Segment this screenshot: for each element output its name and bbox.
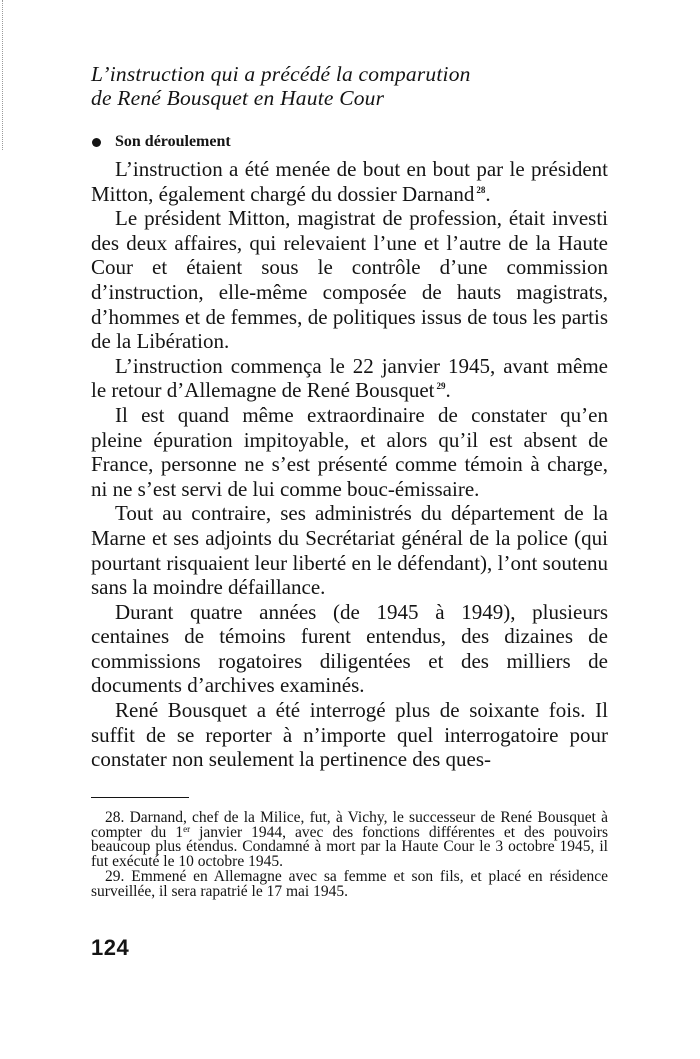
page-number: 124 <box>91 935 130 960</box>
paragraph-text: René Bousquet a été interrogé plus de soixante fois. Il suffit de se reporter à n’importe quel interrogatoire pour constater non seulement la pertinence des ques- <box>91 698 608 772</box>
footnote-number: 28. <box>105 808 125 826</box>
paragraph-text: L’instruction a été menée de bout en bout par le président Mitton, également chargé du dossier Darnand <box>91 157 608 206</box>
section-heading-text: Son déroulement <box>115 133 231 150</box>
paragraph-text: Tout au contraire, ses administrés du département de la Marne et ses adjoints du Secrétariat général de la police (qui pourtant risquaient leur liberté en le défendant), l’ont soutenu sans la moindre défaillance. <box>91 501 608 600</box>
paragraph-text: Durant quatre années (de 1945 à 1949), plusieurs centaines de témoins furent entendus, des dizaines de commissions rogatoires diligentées et des milliers de documents d’archives examinés. <box>91 599 608 698</box>
chapter-title-line-1: L’instruction qui a précédé la comparution <box>91 62 471 86</box>
chapter-title <box>91 62 608 110</box>
paragraph <box>91 698 608 772</box>
footnote-text: Darnand, chef de la Milice, fut, à Vichy, le successeur de René Bousquet à compter du 1 <box>91 808 609 841</box>
paragraph <box>91 354 608 403</box>
scan-edge-mark <box>2 0 3 150</box>
paragraph <box>91 206 608 354</box>
ordinal-superscript: er <box>183 823 191 834</box>
book-page <box>91 62 608 900</box>
footnote-number: 29. <box>105 868 125 886</box>
paragraph <box>91 600 608 698</box>
chapter-title-line-2: de René Bousquet en Haute Cour <box>91 86 385 110</box>
footnote-text-continued: janvier 1944, avec des fonctions différentes et des pouvoirs beaucoup plus étendus. Condamné à mort par la Haute Cour le 3 octobre 1945, il fut exécuté le 10 octobre 1945. <box>91 823 608 871</box>
paragraph-punctuation: . <box>485 181 491 206</box>
footnote-ref[interactable]: 28 <box>476 184 486 195</box>
footnotes <box>91 808 609 900</box>
bullet-icon <box>92 138 101 147</box>
paragraph <box>91 501 608 599</box>
footnote-ref[interactable]: 29 <box>436 381 446 392</box>
footnote-28 <box>91 808 609 871</box>
paragraph <box>91 403 608 501</box>
paragraph-text: Il est quand même extraordinaire de constater qu’en pleine épuration impitoyable, et alors qu’il est absent de France, personne ne s’est présenté comme témoin à charge, ni ne s’est servi de lui comme bouc-émissaire. <box>91 402 608 501</box>
body-text <box>91 157 608 772</box>
paragraph-text: L’instruction commença le 22 janvier 1945, avant même le retour d’Allemagne de René Bousquet <box>91 353 608 403</box>
paragraph <box>91 157 608 206</box>
section-heading <box>91 132 608 152</box>
footnote-text: Emmené en Allemagne avec sa femme et son fils, et placé en résidence surveillée, il sera rapatrié le 17 mai 1945. <box>91 868 609 900</box>
footnote-separator <box>91 797 189 798</box>
paragraph-text: Le président Mitton, magistrat de profession, était investi des deux affaires, qui relevaient l’une et l’autre de la Haute Cour et étaient sous le contrôle d’une commission d’instruction, elle-même composée de hauts magistrats, d’hommes et de femmes, de politiques issus de tous les partis de la Libération. <box>91 206 608 354</box>
paragraph-punctuation: . <box>445 378 451 403</box>
footnote-29 <box>91 870 608 900</box>
